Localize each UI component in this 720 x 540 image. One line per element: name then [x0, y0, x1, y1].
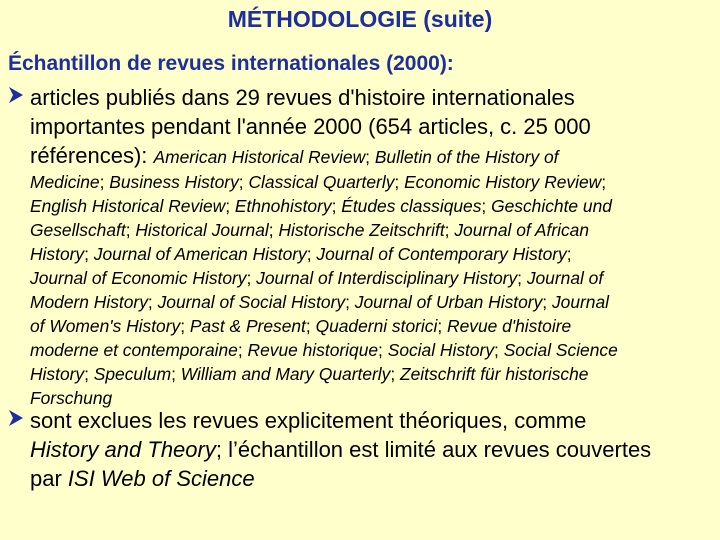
journal-name: Gesellschaft — [30, 220, 126, 240]
journal-name: Speculum — [93, 364, 172, 384]
bullet-line: références): American Historical Review; Bulletin of the History of — [30, 143, 559, 168]
journal-list-line: History; Journal of American History; Journal of Contemporary History; — [30, 244, 572, 264]
journal-name: English Historical Review — [30, 196, 226, 216]
database-name: ISI Web of Science — [67, 466, 255, 491]
bullet-line — [30, 435, 714, 464]
bullet-journal-sample — [30, 83, 714, 410]
bullet-exclusions-text — [30, 406, 714, 493]
journal-name: Zeitschrift für historische — [400, 364, 589, 384]
journal-name: Revue historique — [247, 340, 379, 360]
journal-list-line: Journal of Economic History; Journal of Interdisciplinary History; Journal of — [30, 268, 604, 288]
journal-list-line: History; Speculum; William and Mary Quarterly; Zeitschrift für historische — [30, 364, 589, 384]
journal-name: Social History — [387, 340, 495, 360]
journal-name: William and Mary Quarterly — [180, 364, 391, 384]
journal-name: Journal of American History — [93, 244, 307, 264]
journal-name: moderne et contemporaine — [30, 340, 238, 360]
journal-name: Journal of Economic History — [30, 268, 247, 288]
journal-name: Journal of Urban History — [354, 292, 543, 312]
bullet-line: importantes pendant l'année 2000 (654 articles, c. 25 000 — [30, 114, 591, 139]
arrow-bullet-icon — [6, 85, 26, 105]
journal-name: Historische Zeitschrift — [278, 220, 445, 240]
journal-list-line: moderne et contemporaine; Revue historique; Social History; Social Science — [30, 340, 618, 360]
journal-name: Revue d'histoire — [447, 316, 572, 336]
journal-list-line: Modern History; Journal of Social History; Journal of Urban History; Journal — [30, 292, 609, 312]
journal-list-line: English Historical Review; Ethnohistory; Études classiques; Geschichte und — [30, 196, 612, 216]
journal-name: of Women's History — [30, 316, 181, 336]
journal-name: Journal of Contemporary History — [316, 244, 567, 264]
journal-name: History — [30, 244, 85, 264]
journal-name: Past & Present — [189, 316, 306, 336]
bullet-line — [30, 464, 714, 493]
journal-list — [30, 170, 714, 410]
journal-name: Journal of Social History — [157, 292, 346, 312]
journal-name: Social Science — [503, 340, 618, 360]
journal-name: Journal of — [526, 268, 604, 288]
journal-name: Historical Journal — [135, 220, 269, 240]
journal-name: Economic History Review — [404, 172, 602, 192]
journal-name: American Historical Review — [153, 147, 366, 167]
journal-name: Medicine — [30, 172, 100, 192]
journal-name: Forschung — [30, 388, 113, 408]
journal-name: History and Theory — [30, 437, 216, 462]
journal-name: Bulletin of the History of — [374, 147, 559, 167]
bullet-line-text: par — [30, 466, 68, 491]
bullet-exclusions — [30, 406, 714, 493]
bullet-line: articles publiés dans 29 revues d'histoire internationales — [30, 85, 575, 110]
journal-list-line: Gesellschaft; Historical Journal; Historische Zeitschrift; Journal of African — [30, 220, 590, 240]
bullet-line-text: références): — [30, 143, 154, 168]
arrow-bullet-icon — [6, 408, 26, 428]
journal-name: Études classiques — [341, 196, 482, 216]
journal-name: Geschichte und — [491, 196, 612, 216]
journal-list-line: of Women's History; Past & Present; Quaderni storici; Revue d'histoire — [30, 316, 572, 336]
journal-name: Quaderni storici — [315, 316, 438, 336]
bullet-line: sont exclues les revues explicitement théoriques, comme — [30, 408, 587, 433]
journal-name: History — [30, 364, 85, 384]
bullet-lead-text — [30, 83, 714, 170]
journal-name: Business History — [109, 172, 239, 192]
journal-name: Modern History — [30, 292, 148, 312]
slide-title: MÉTHODOLOGIE (suite) — [227, 6, 493, 32]
slide-subtitle: Échantillon de revues internationales (2000): — [8, 52, 454, 75]
journal-name: Journal of Interdisciplinary History — [256, 268, 518, 288]
journal-name: Classical Quarterly — [248, 172, 395, 192]
journal-list-line: Medicine; Business History; Classical Quarterly; Economic History Review; — [30, 172, 607, 192]
bullet-line-text: ; l’échantillon est limité aux revues couvertes — [215, 437, 652, 462]
journal-name: Ethnohistory — [234, 196, 332, 216]
journal-name: Journal — [551, 292, 609, 312]
journal-name: Journal of African — [454, 220, 590, 240]
